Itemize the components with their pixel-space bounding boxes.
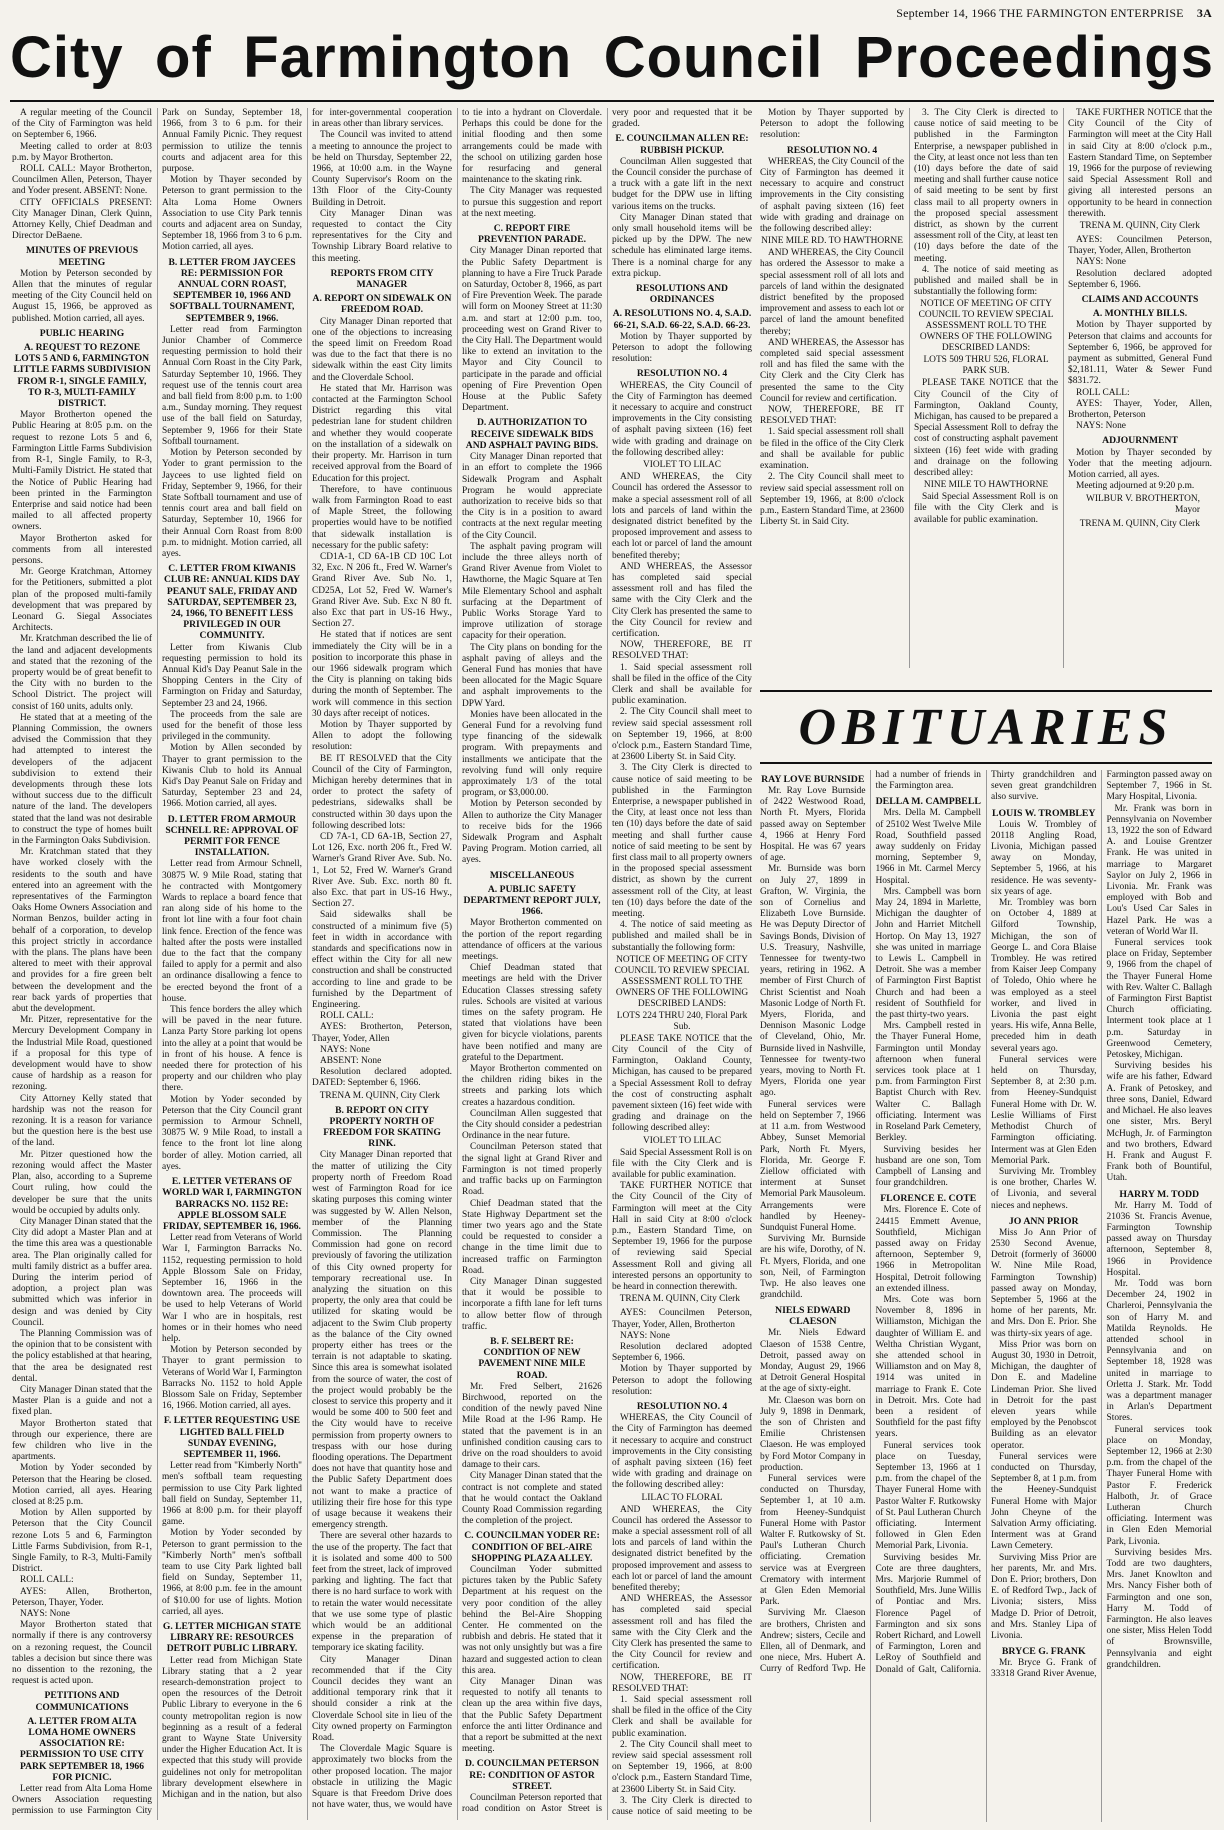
paragraph: Mayor Brotherton stated that through our experience, there are few children who live in the apartments. — [12, 1418, 152, 1463]
paragraph: Surviving besides her husband are one son, Tom Campbell of Lansing and four grandchildren. — [875, 1144, 981, 1189]
section-heading: F. LETTER REQUESTING USE LIGHTED BALL FIELD SUNDAY EVENING, SEPTEMBER 11, 1966. — [163, 1415, 301, 1460]
headline-word: Council — [603, 25, 824, 90]
paragraph: AND WHEREAS, the Assessor has completed said special assessment roll and has filed the same with the City Clerk and the City Clerk has presented the same to the City Council for review and certification. — [612, 561, 752, 639]
paragraph: Mr. Kratchman stated that they have worked closely with the residents to the south and have entered into an agreement with the representatives of the Farmington Oaks Home Owners Association and Norman Benzos, builder acting in behalf of a corporation, to develop this project strictly in accordance with the plans. The plans have been altered to meet with their approval and provides for a fire green belt between the development and the rear back yards of properties that abut the development. — [12, 847, 152, 1015]
paragraph: AYES: Allen, Brotherton, Peterson, Thayer, Yoder. — [12, 1586, 152, 1608]
paragraph: Mr. George Kratchman, Attorney for the Petitioners, submitted a plot plan of the proposed multi-family development that was prepared by Leonard G. Siegal Associates Architects. — [12, 567, 152, 634]
paragraph: Surviving besides Mr. Cote are three daughters, Mrs. Marjorie Rummel of Southfield, Mrs. June Willis of Pontiac and Mrs. Florence Pagel of Farmington and six sons Robert Richard, and Lowell of Farmington, Loren and LeRoy of Southfield and Donald of Galt, California. Thirty grandchildren and seven great grandchildren also survive. — [875, 770, 1097, 1675]
section-heading: CLAIMS AND ACCOUNTS — [1081, 294, 1199, 306]
paragraph: Motion by Peterson seconded by Allen to authorize the City Manager to receive bids for the 1966 Sidewalk Program and Asphalt Paving Program. Motion carried, all ayes. — [462, 799, 602, 866]
paragraph: Said Special Assessment Roll is on file with the City Clerk and is available for public examination. — [914, 492, 1058, 525]
section-heading: D. AUTHORIZATION TO RECEIVE SIDEWALK BIDS AND ASPHALT PAVING BIDS. — [465, 417, 599, 451]
paragraph: Motion by Yoder seconded by Peterson to grant permission to the "Kimberly North" men's softball team to use City Park lighted ball field on Sunday, September 11, 1966, at 8:00 p.m. fee in the amount of $10.00 for use of lights. Motion carried, all ayes. — [162, 1528, 302, 1617]
paragraph: Mayor Brotherton asked for comments from all interested persons. — [12, 533, 152, 566]
obituary-name: DELLA M. CAMPBELL — [875, 796, 981, 808]
paragraph: AYES: Brotherton, Peterson, Thayer, Yoder, Allen — [312, 1022, 452, 1044]
paragraph: Motion by Thayer supported by Allen to adopt the following resolution: — [312, 719, 452, 753]
paragraph: Surviving besides his wife are his father, Edward A. Frank of Petoskey, and three sons, Daniel, Edward and Michael. He also leaves one sister, Mrs. Beryl McHugh, Jr. of Farmington and two brothers, Edward H. Frank and August F. Frank both of Bountiful, Utah. — [1106, 1061, 1212, 1184]
paragraph: City Manager Dinan reported that one of the objections to increasing the speed limit on Freedom Road was due to the fact that there is no sidewalk within the east City limits and the Cloverdale School. — [312, 316, 452, 383]
paragraph: City Manager Dinan stated that the City did adopt a Master Plan and at the time this area was a questionable area. The Plan originally called for multi family district as a buffer area. During the interim period of adoption, a project plan was submitted which was inferior in design and was denied by City Council. — [12, 1216, 152, 1328]
paragraph: 4. The notice of said meeting as published and mailed shall be in substantially the following form: — [914, 264, 1058, 298]
headline-word: Proceedings — [854, 25, 1214, 90]
paragraph: Mr. Pitzer questioned how the rezoning would affect the Master Plan, also, according to a Supreme Court ruling, how could the developer be sure that the units would be occupied by adults only. — [12, 1149, 152, 1216]
notice-block: NINE MILE RD. TO HAWTHORNE — [761, 236, 903, 247]
paragraph: Mr. Fred Selbert, 21626 Birchwood, reported on the condition of the newly paved Nine Mile Road at the I-96 Ramp. He stated that the pavement is in an unfinished condition causing cars to drive on the road shoulders to avoid damage to their cars. — [462, 1381, 602, 1471]
paragraph: Meeting called to order at 8:03 p.m. by Mayor Brotherton. — [12, 141, 152, 163]
paragraph: Mr. Claeson was born on July 9, 1898 in Denmark, the son of Christen and Emilie Christensen Claeson. He was employed by Ford Motor Company in production. — [760, 1395, 866, 1473]
paragraph: Funeral services took place on Tuesday, September 13, 1966 at 1 p.m. from the chapel of the Thayer Funeral Home with Pastor Walter F. Rutkowsky of St. Paul Lutheran Church officiating. Interment followed in Glen Eden Memorial Park, Livonia. — [875, 1440, 981, 1552]
paragraph: City Manager Dinan reported that the Public Safety Department is planning to have a Fire Truck Parade on Saturday, October 8, 1966, as part of Fire Prevention Week. The parade will form on Mooney Street at 11:30 a.m. and start at 12:00 p.m. too, proceeding west on Grand River to the City Hall. The Department would like to extend an invitation to the Mayor and City Council to participate in the parade and official opening of Fire Prevention Open House at the Public Safety Department. — [462, 246, 602, 414]
paragraph: Councilman Peterson reported that road condition on Astor Street is very poor and requested that it be graded. — [462, 108, 752, 1815]
paragraph: This fence borders the alley which will be paved in the near future. Lanza Party Store parking lot opens into the alley at a point that would be in front of his house. A fence is needed there for protection of his property and our children who play there. — [162, 1005, 302, 1094]
paragraph: NAYS: None — [1076, 257, 1126, 268]
paragraph: City Manager Dinan was requested to notify all tenants to clean up the area within five days, that the Public Safety Department enforce the anti litter Ordinance and that a report be submitted at the next meeting. — [462, 1677, 602, 1755]
paragraph: 1. Said special assessment roll shall be filed in the office of the City Clerk and shall be available for public examination. — [760, 427, 904, 472]
paragraph: WHEREAS, the City Council of the City of Farmington has deemed it necessary to acquire and construct improvements in the City consisting of asphalt paving sixteen (16) feet wide with grading and drainage on the following described alley: — [760, 156, 904, 235]
paragraph: Louis W. Trombley of 20118 Angling Road, Livonia, Michigan passed away on Monday, September 5, 1966, at his residence. He was seventy-six years of age. — [991, 819, 1097, 897]
obituaries-columns — [760, 770, 1212, 1822]
paragraph: Letter read from Michigan State Library stating that a 2 year research-demonstration project to open the resources of the Detroit Public Library to everyone in the 6 county metropolitan region is now beginning as a result of a federal grant to Wayne State University under the Higher Education Act. It is expected that this study will provide guidelines not only for metropolitan library development elsewhere in Michigan and in the nation, but also for inter-governmental cooperation in areas other than library services. — [162, 108, 452, 1801]
notice-block: VIOLET TO LILAC — [642, 1135, 722, 1146]
paragraph: AND WHEREAS, the City Council has ordered the Assessor to make a special assessment roll of all lots and parcels of land within the designated district benefited by the proposed improvement and assess to each lot or parcel of land the amount benefited thereby; — [612, 1504, 752, 1593]
paragraph: CD1A-1, CD 6A-1B CD 10C Lot 32, Exc. N 206 ft., Fred W. Warner's Grand River Ave. Sub No. 1, CD25A, Lot 52, Fred W. Warner's Grand River Ave. Sub. Exc N 80 ft. also Exc that part in US-16 Hwy., Section 27. — [312, 551, 452, 630]
paragraph: Chief Deadman stated that meetings are held with the Driver Education Classes stressing safety rules. Schools are visited at various times on the safety program. He stated that violations have been given for bicycle violations, parents have been notified and many are grateful to the Department. — [462, 963, 602, 1063]
paragraph: Funeral services were conducted on Thursday, September 1, at 10 a.m. from Heeney-Sundquist Funeral Home with Pastor Walter F. Rutkowsky of St. Paul's Lutheran Church officiating. Cremation service was at Evergreen Crematory with interment at Glen Eden Memorial Park. — [760, 1473, 866, 1608]
section-heading: C. COUNCILMAN YODER RE: CONDITION OF BEL-AIRE SHOPPING PLAZA ALLEY. — [464, 1530, 600, 1564]
paragraph: AYES: Thayer, Yoder, Allen, Brotherton, Peterson — [1068, 398, 1212, 421]
paragraph: Councilman Yoder submitted pictures taken by the Public Safety Department at his request on the very poor condition of the alley behind the Bel-Aire Shopping Center. He commented on the rubbish and debris. He stated that it was not only unsightly but was a fire hazard and suggested action to clean this area. — [462, 1565, 602, 1676]
paragraph: Miss Jo Ann Prior of 2530 Second Avenue, Detroit (formerly of 36000 W. Nine Mile Road, Farmington Township) passed away on Monday, September 5, 1966 at the home of her parents, Mr. and Mrs. Don E. Prior. She was thirty-six years of age. — [991, 1227, 1097, 1339]
notice-block: NOTICE OF MEETING OF CITY COUNCIL TO REVIEW SPECIAL ASSESSMENT ROLL TO THE OWNERS OF THE FOLLOWING DESCRIBED LANDS: — [614, 954, 750, 1009]
paragraph: Mr. Harry M. Todd of 21036 St. Francis Avenue, Farmington Township passed away on Thursday afternoon, September 8, 1966 in Providence Hospital. — [1106, 1200, 1212, 1278]
paragraph: Motion by Allen seconded by Thayer to grant permission to the Kiwanis Club to hold its Annual Kid's Day Peanut Sale on Friday and Saturday, September 23 and 24, 1966. Motion carried, all ayes. — [162, 743, 302, 810]
paragraph: NAYS: None — [320, 1044, 370, 1055]
paragraph: AND WHEREAS, the City Council has ordered the Assessor to make a special assessment roll of all lots and parcels of land within the designated district benefited by the proposed improvement and assess to each lot or parcel of land the amount benefited thereby; — [760, 248, 904, 337]
paragraph: Resolution declared adopted. DATED: September 6, 1966. — [312, 1067, 452, 1089]
paragraph: The City Manager was requested to pursue this suggestion and report at the next meeting. — [462, 186, 602, 219]
paragraph: Motion by Allen supported by Peterson that the City Council rezone Lots 5 and 6, Farmington Little Farms Subdivision, from R-1, Single Family, to R-3, Multi-Family District. — [12, 1508, 152, 1575]
dateline — [896, 6, 1212, 21]
paragraph: Meeting adjourned at 9:20 p.m. — [1076, 481, 1195, 492]
paragraph: ROLL CALL: — [1076, 387, 1130, 398]
paragraph: City Manager Dinan reported that in an effort to complete the 1966 Sidewalk Program and Asphalt Program he would appreciate authorization to receive bids so that the City is in a position to award contracts at the next regular meeting of the City Council. — [462, 452, 602, 541]
paragraph: City Manager Dinan reported that the matter of utilizing the City property north of Freedom Road west of Farmington Road for ice skating purposes this coming winter was suggested by W. Allen Nelson, member of the Planning Commission. The Planning Commission had gone on record previously of favoring the utilization of this City owned property for temporary recreational use. In analyzing the situation on this property, the only area that could be utilized for skating would be adjacent to the Swim Club property as the balance of the City owned property either has trees or the terrain is not adaptable to skating. Since this area is somewhat isolated from the source of water, the cost of the project would probably be the closest to service this property and it would be some 400 to 500 feet and the City would have to receive permission from property owners to trespass with our hose during flooding operations. The Department does not have that quantity hose and the Public Safety Department does not want to make a practice of utilizing their fire hose for this type of usage because it weakens their emergency strength. — [312, 1150, 452, 1531]
paragraph: Funeral services took place on Monday, September 12, 1966 at 2:30 p.m. from the chapel of the Thayer Funeral Home with Pastor F. Frederick Halboth, Jr. of Grace Lutheran Church officiating. Interment was in Glen Eden Memorial Park, Livonia. — [1106, 1424, 1212, 1547]
headline-word: City — [10, 25, 124, 90]
paragraph: Letter read from Armour Schnell, 30875 W. 9 Mile Road, stating that he contracted with Montgomery Wards to replace a board fence that ran along side of his home to the front lot line with a four foot chain link fence. Erection of the fence was halted after the posts were installed due to the fact that the company failed to apply for a permit and also an ordinance disallowing a fence to be erected beyond the front of a house. — [162, 859, 302, 1004]
paragraph: 4. The notice of said meeting as published and mailed shall be in substantially the following form: — [612, 920, 752, 953]
paragraph: Letter read from Farmington Junior Chamber of Commerce requesting permission to hold their Annual Corn Roast in the City Park, Saturday September 10, 1966. They request use of the tennis court area and ball field from 8:00 p.m. to 1:00 a.m., Sunday morning. They request use of the ball field on Saturday, September 9, 1966 for their State Softball tournament. — [162, 324, 302, 447]
section-heading: ADJOURNMENT — [1102, 435, 1178, 447]
obituary-name: RAY LOVE BURNSIDE — [761, 774, 865, 785]
section-heading: C. REPORT FIRE PREVENTION PARADE. — [477, 223, 587, 246]
paragraph: Mayor Brotherton stated that normally if there is any controversy on a rezoning request, the Council tables a decision but since there was no dissention to the rezoning, the request is acted upon. — [12, 1620, 152, 1687]
paragraph: 2. The City Council shall meet to review said special assessment roll on September 19, 1966, at 8:00 o'clock p.m., Eastern Standard Time, at 23600 Liberty St. in Said City. — [760, 472, 904, 528]
section-heading: RESOLUTIONS AND ORDINANCES — [636, 283, 728, 306]
paragraph: AND WHEREAS, the Assessor has completed said special assessment roll and has filed the same with the City Clerk and the City Clerk has presented the same to the City Council for review and certification. — [612, 1594, 752, 1672]
section-heading: RESOLUTION NO. 4 — [636, 1400, 728, 1412]
paragraph: Councilman Allen suggested that the City should consider a pedestrian Ordinance in the near future. — [462, 1108, 602, 1142]
section-heading: B. REPORT ON CITY PROPERTY NORTH OF FREEDOM FOR SKATING RINK. — [323, 1104, 441, 1150]
section-heading: C. LETTER FROM KIWANIS CLUB RE: ANNUAL KIDS DAY PEANUT SALE, FRIDAY AND SATURDAY, SEPTEMBER 23, 24, 1966, TO BENEFIT LESS PRIVILEGED IN OUR COMMUNITY. — [163, 563, 301, 642]
paragraph: There are several other hazards to the use of the property. The fact that it is isolated and some 400 to 500 feet from the street, lack of improved parking and lighting. The fact that there is no hard surface to work with to retain the water would necessitate that we use some type of plastic which would be an additional expense in the preparation of temporary ice skating facility. — [312, 1531, 452, 1654]
section-heading: A. PUBLIC SAFETY DEPARTMENT REPORT JULY, 1966. — [463, 883, 601, 918]
paragraph: He stated that at a meeting of the Planning Commission, the owners advised the Commission that they had attempted to interest the developers of the adjacent subdivision to extend their developments through these lots without success due to the difficult nature of the land. The developers stated that the land was not desirable to construct the type of homes built in the Farmington Oaks Subdivision. — [12, 712, 152, 846]
paragraph: 2. The City Council shall meet to review said special assessment roll on September 19, 1966, at 8:00 o'clock p.m., Eastern Standard Time, at 23600 Liberty St. in Said City. — [612, 1739, 752, 1795]
paragraph: WHEREAS, the City Council of the City of Farmington has deemed it necessary to acquire and construct improvements in the City consisting of asphalt paving sixteen (16) feet wide with grading and drainage on the following described alley: — [612, 380, 752, 458]
paragraph: Mr. Bryce G. Frank of 33318 Grand River Avenue, Farmington passed away on September 7, 1966 in St. Mary Hospital, Livonia. — [991, 770, 1212, 1680]
obituaries-banner — [760, 690, 1212, 764]
paragraph: City Manager Dinan stated that the contract is not complete and stated that he would contact the Oakland County Road Commission regarding the completion of the project. — [462, 1471, 602, 1527]
notice-block: VIOLET TO LILAC — [642, 460, 722, 471]
paragraph: AYES: Councilmen Peterson, Thayer, Yoder, Allen, Brotherton — [1068, 235, 1212, 257]
paragraph: Motion by Peterson seconded by Thayer to grant permission to Veterans of World War I, Farmington Barracks No. 1152 to hold Apple Blossom Sale on Friday, September 16, 1966. Motion carried, all ayes. — [162, 1345, 302, 1412]
paragraph: Funeral services took place on Friday, September 9, 1966 from the chapel of the Thayer Funeral Home with Rev. Walter C. Ballagh of Farmington First Baptist Church officiating. Interment took place at 1 p.m. Saturday in Greenwood Cemetery, Petoskey, Michigan. — [1106, 938, 1212, 1061]
paragraph: He stated that if notices are sent immediately the City will be in a position to incorporate this phase in our 1966 sidewalk program which the City is planning on taking bids during the month of September. The work will commence in this section 30 days after receipt of notices. — [312, 630, 452, 719]
paragraph: NOW, THEREFORE, BE IT RESOLVED THAT: — [760, 405, 904, 427]
headline-word: of — [155, 25, 212, 90]
section-heading: A. REQUEST TO REZONE LOTS 5 AND 6, FARMINGTON LITTLE FARMS SUBDIVISION FROM R-1, SINGLE FAMILY, TO R-3, MULTI-FAMILY DISTRICT. — [13, 342, 151, 410]
paragraph: NAYS: None — [1076, 421, 1126, 432]
paragraph: The proceeds from the sale are used for the benefit of those less privileged in the community. — [162, 709, 302, 743]
section-heading: MINUTES OF PREVIOUS MEETING — [25, 245, 139, 268]
section-heading: A. MONTHLY BILLS. — [1092, 308, 1188, 320]
paragraph: City Attorney Kelly stated that hardship was not the reason for rezoning. It is a reason for variance but the question here is the best use of the land. — [12, 1093, 152, 1149]
paragraph: Mr. Trombley was born on October 4, 1889 at Gilford Township, Michigan, the son of George L. and Cora Blaise Trombley. He was retired from Kaiser Jeep Company of Toledo, Ohio where he was employed as a steel worker, and lived in Livonia the past eight years. His wife, Anna Belle, preceded him in death several years ago. — [991, 898, 1097, 1054]
headline-rule — [10, 100, 1214, 102]
obituary-name: BRYCE G. FRANK — [1001, 1646, 1086, 1658]
section-heading: REPORTS FROM CITY MANAGER — [330, 267, 434, 291]
paragraph: NAYS: None — [20, 1609, 70, 1620]
paragraph: Said Special Assessment Roll is on file with the City Clerk and is available for public examination. — [612, 1147, 752, 1181]
paragraph: NAYS: None — [620, 1330, 670, 1341]
paragraph: 2. The City Council shall meet to review said special assessment roll on September 19, 1966, at 8:00 o'clock p.m., Eastern Standard Time, at 23600 Liberty St. in Said City. — [612, 707, 752, 763]
paragraph: Surviving besides Mrs. Todd are two daughters, Mrs. Janet Knowlton and Mrs. Nancy Fisher both of Farmington and one son, Harry M. Todd of Farmington. He also leaves one sister, Miss Helen Todd of Brownsville, Pennsylvania and eight grandchildren. — [1106, 1547, 1212, 1670]
paragraph: Councilman Allen suggested that the Council consider the purchase of a truck with a gate lift in the next budget for the DPW use in lifting various items on the trucks. — [612, 156, 752, 212]
obituary-name: LOUIS W. TROMBLEY — [991, 807, 1096, 819]
section-heading: E. COUNCILMAN ALLEN RE: RUBBISH PICKUP. — [615, 133, 749, 156]
paragraph: Surviving Miss Prior are her parents, Mr. and Mrs. Don E. Prior; brothers, Don E. of Redford Twp., Jack of Livonia; sisters, Miss Madge D. Prior of Detroit, and Mrs. Stanley Lipa of Livonia. — [991, 1552, 1097, 1642]
section-heading: G. LETTER MICHIGAN STATE LIBRARY RE: RESOURCES DETROIT PUBLIC LIBRARY. — [162, 1621, 302, 1655]
issue-date: September 14, 1966 — [896, 6, 997, 20]
section-heading: MISCELLANEOUS — [489, 869, 575, 881]
paragraph: Monies have been allocated in the General Fund for a revolving fund type financing of the sidewalk program. With prepayments and installments we anticipate that the revolving fund will only require approximately 1/3 of the total program, or $3,000.00. — [462, 709, 602, 799]
paragraph: NOW, THEREFORE, BE IT RESOLVED THAT: — [612, 1672, 752, 1694]
section-heading: A. REPORT ON SIDEWALK ON FREEDOM ROAD. — [312, 293, 452, 316]
paragraph: 1. Said special assessment roll shall be filed in the office of the City Clerk and shall be available for public examination. — [612, 662, 752, 707]
paragraph: NOW, THEREFORE, BE IT RESOLVED THAT: — [612, 640, 752, 662]
council-proceedings-continued — [760, 108, 1212, 668]
paragraph: Surviving Mr. Trombley is one brother, Charles W. of Livonia, and several nieces and nephews. — [991, 1166, 1097, 1211]
paragraph: City Manager Dinan suggested that it would be possible to incorporate a fifth lane for left turns to allow better flow of through traffic. — [462, 1276, 602, 1332]
paragraph: Resolution declared adopted September 6, 1966. — [1068, 268, 1212, 290]
paragraph: AND WHEREAS, the City Council has ordered the Assessor to make a special assessment roll of all lots and parcels of land within the designated district benefited by the proposed improvement and assess to each lot or parcel of land the amount benefited thereby; — [612, 472, 752, 561]
notice-block: LOTS 224 THRU 240, Floral Park Sub. — [616, 1010, 748, 1032]
notice-block: LOTS 509 THRU 526, FLORAL PARK SUB. — [923, 355, 1049, 377]
paragraph: Letter read from Veterans of World War I, Farmington Barracks No. 1152, requesting permission to hold Apple Blossom Sale on Friday, September 16, 1966 in the downtown area. The proceeds will be used to help Veterans of World War I who are in hospitals, rest homes or in their homes who need help. — [162, 1233, 302, 1344]
paragraph: The Cloverdale Magic Square is approximately two blocks from the other proposed location. The major obstacle in utilizing the Magic Square is that Freedom Drive does not have water, thus, we would have to tie into a hydrant on Cloverdale. Perhaps this could be done for the initial flooding and then some arrangements could be made with the school on utilizing garden hose for resurfacing and general maintenance to the skating rink. — [312, 108, 602, 1811]
paragraph: Miss Prior was born on August 30, 1930 in Detroit, Michigan, the daughter of Don E. and Madeline Lindeman Prior. She lived in Detroit for the past eleven years while employed by the Penobscot Building as an elevator operator. — [991, 1339, 1097, 1451]
paragraph: A regular meeting of the Council of the City of Farmington was held on September 6, 1966. — [12, 108, 152, 141]
paragraph: The Planning Commission was of the opinion that to be consistent with the policy established at that hearing, that the area be designated rest dental. — [12, 1328, 152, 1384]
obituary-name: FLORENCE E. COTE — [880, 1193, 977, 1205]
paragraph: Motion by Thayer seconded by Peterson to grant permission to the Alta Loma Home Owners Association to use City Park tennis courts and adjacent area on Sunday, September 18, 1966 from 3 to 6 p.m. Motion carried, all ayes. — [162, 175, 302, 253]
paragraph: CD 7A-1, CD 6A-1B, Section 27, Lot 126, Exc. north 206 ft., Fred W. Warner's Grand River Ave. Sub. No. 1, Lot 52, Fred W. Warner's Grand River Ave. Sub. Exc. north 80 ft. also Exc. that part in US-16 Hwy., Section 27. — [312, 832, 452, 910]
paragraph: Mr. Frank was born in Pennsylvania on November 13, 1922 the son of Edward A. and Louise Grentzer Frank. He was united in marriage to Margaret Saylor on July 2, 1966 in Livonia. Mr. Frank was employed with Bob and Lou's Used Car Sales in Hazel Park. He was a veteran of World War II. — [1106, 803, 1212, 937]
paragraph: BE IT RESOLVED that the City Council of the City of Farmington, Michigan hereby determines that in order to protect the safety of pedestrians, sidewalks shall be constructed within 30 days upon the following described lots: — [312, 753, 452, 831]
paragraph: City Manager Dinan was requested to contact the City representatives for the City and Township Library Board relative to this meeting. — [312, 208, 452, 264]
paragraph: Funeral services were conducted on Thursday, September 8, at 1 p.m. from the Heeney-Sundquist Funeral Home with Major John Cheyne of the Salvation Army officiating. Interment was at Grand Lawn Cemetery. — [991, 1451, 1097, 1552]
paragraph: The asphalt paving program will include the three alleys north of Grand River Avenue from Violet to Hawthorne, the Magic Square at Ten Mile Elementary School and asphalt surfacing at the Department of Public Works Storage Yard to improve utilization of storage capacity for their operation. — [462, 541, 602, 642]
section-heading: A. RESOLUTIONS NO. 4, S.A.D. 66-21, S.A.D. 66-22, S.A.D. 66-23. — [612, 308, 752, 331]
signature-line: WILBUR V. BROTHERTON, Mayor — [1085, 493, 1200, 515]
signature-line: TRENA M. QUINN, City Clerk — [619, 1294, 740, 1305]
paragraph: Motion by Peterson seconded by Yoder to grant permission to the Jaycees to use lighted field on Friday, September 9, 1966, for their State Softball tournament and use of tennis court area and ball field on Saturday, September 10, 1966 for their Annual Corn Roast from 8:00 p.m. to midnight. Motion carried, all ayes. — [162, 448, 302, 559]
paragraph: Letter read from "Kimberly North" men's softball team requesting permission to use City Park lighted ball field on Sunday, September 11, 1966 at 8:00 p.m. for their playoff game. — [162, 1461, 302, 1528]
signature-line: TRENA M. QUINN, City Clerk — [1079, 221, 1200, 232]
paragraph: Surviving Mr. Burnside are his wife, Dorothy, of N. Ft. Myers, Florida, and one son, Neil, of Farmington Twp. He also leaves one grandchild. — [760, 1234, 866, 1301]
paragraph: The City plans on bonding for the asphalt paving of alleys and the General Fund has monies that have been allocated for the Magic Square and asphalt improvements to the DPW Yard. — [462, 642, 602, 709]
paragraph: Funeral services were held on Thursday, September 8, at 2:30 p.m. from Heeney-Sundquist Funeral Home with Dr. W. Leslie Williams of First Methodist Church of Farmington officiating. Interment was at Glen Eden Memorial Park. — [991, 1054, 1097, 1166]
paragraph: Motion by Thayer supported by Peterson that claims and accounts for September 6, 1966, be approved for payment as submitted, General Fund $2,181.11, Water & Sewer Fund $831.72. — [1068, 320, 1212, 387]
signature-line: TRENA M. QUINN, City Clerk — [1079, 518, 1200, 529]
paragraph: Mrs. Campbell rested in the Thayer Funeral Home, Farmington until Monday afternoon when funeral services took place at 1 p.m. from Farmington First Baptist Church with Rev. Walter C. Ballagh officiating. Interment was in Roseland Park Cemetery, Berkley. — [875, 1021, 981, 1144]
obituary-name: NIELS EDWARD CLAESON — [775, 1305, 851, 1328]
paragraph: City Manager Dinan stated that only small household items will be picked up by the DPW. The new schedule has eliminated large items. There is a nominal charge for any extra pickup. — [612, 212, 752, 279]
paragraph: 3. The City Clerk is directed to cause notice of said meeting to be published in the Farmington Enterprise, a newspaper published in the City, at least once not less than ten (10) days before the date of said meeting and shall further cause notice of said meeting to be sent by first class mail to all property owners in the proposed special assessment district, as shown by the current assessment roll of the City, at least ten (10) days before the date of the meeting. — [914, 108, 1058, 264]
paragraph: 3. The City Clerk is directed to cause notice of said meeting to be published in the Farmington Enterprise, a newspaper published in the City, at least once not less than ten (10) days before the date of said meeting and shall further cause notice of said meeting to be sent by first class mail to all property owners in the proposed special assessment district, as shown by the current assessment roll of the City, at least ten (10) days before the date of the meeting. — [612, 763, 752, 920]
notice-block: NOTICE OF MEETING OF CITY COUNCIL TO REVIEW SPECIAL ASSESSMENT ROLL TO THE OWNERS OF THE FOLLOWING DESCRIBED LANDS: — [918, 299, 1054, 354]
paragraph: Letter from Kiwanis Club requesting permission to hold its Annual Kid's Day Peanut Sale in the Shopping Centers in the City of Farmington on Friday and Saturday, September 23 and 24, 1966. — [162, 642, 302, 709]
paragraph: Mr. Pitzer, representative for the Mercury Development Company in the Industrial Mile Road, questioned if a proposal for this type of development would have to show cause of hardship as a reason for rezoning. — [12, 1015, 152, 1093]
section-heading: E. LETTER VETERANS OF WORLD WAR I, FARMINGTON BARRACKS NO. 1152 RE: APPLE BLOSSOM SALE FRIDAY, SEPTEMBER 16, 1966. — [162, 1176, 302, 1232]
page-headline — [10, 25, 1214, 90]
paragraph: AND WHEREAS, the Assessor has completed said special assessment roll and has filed the same with the City Clerk and the City Clerk has presented the same to the City Council for review and certification. — [760, 337, 904, 404]
paragraph: 1. Said special assessment roll shall be filed in the office of the City Clerk and shall be available for public examination. — [612, 1695, 752, 1739]
paragraph: CITY OFFICIALS PRESENT: City Manager Dinan, Clerk Quinn, Attorney Kelly, Chief Deadman and Director DeBaene. — [12, 197, 152, 242]
paragraph: Mayor Brotherton commented on the portion of the report regarding attendance of officers at the various meetings. — [462, 918, 602, 963]
paragraph: Surviving Mr. Claeson are brothers, Christen and Andrew; sisters, Cecile and Ellen, all of Denmark, and one niece, Mrs. Hubert A. Curry of Redford Twp. He had a number of friends in the Farmington area. — [760, 770, 981, 1675]
section-heading: RESOLUTION NO. 4 — [636, 368, 728, 380]
paragraph: Said sidewalks shall be constructed of a minimum five (5) feet in width in accordance with standards and specifications now in effect within the City for all new construction and shall be constructed according to line and grade to be furnished by the Department of Engineering. — [312, 910, 452, 1011]
paragraph: Mrs. Cote was born November 8, 1896 in Williamston, Michigan the daughter of William E. and Weltha Christian Wygant, she attended school in Williamston and on May 8, 1914 was united in marriage to Frank E. Cote in Detroit. Mrs. Cote had been a resident of Southfield for the past fifty years. — [875, 1294, 981, 1440]
paragraph: Motion by Thayer seconded by Yoder that the meeting adjourn. Motion carried, all ayes. — [1068, 447, 1212, 481]
paragraph: Mayor Brotherton opened the Public Hearing at 8:05 p.m. on the request to rezone Lots 5 and 6, Farmington Little Farms Subdivision from R-1, Single Family, to R-3, Multi-Family District. He stated that the Notice of Public Hearing had been printed in the Farmington Enterprise and said notice had been mailed to all affected property owners. — [12, 410, 152, 533]
paragraph: Mr. Todd was born December 24, 1902 in Charleroi, Pennsylvania the son of Harry M. and Matilda Reynolds. He attended school in Pennsylvania and on September 18, 1928 was united in marriage to Orletta J. Stark. Mr. Todd was a department manager in Arlan's Department Stores. — [1106, 1278, 1212, 1424]
signature-line: TRENA M. QUINN, City Clerk — [319, 1090, 440, 1101]
paragraph: ABSENT: None — [320, 1056, 382, 1067]
paragraph: Motion by Yoder seconded by Peterson that the Hearing be closed. Motion carried, all ayes. Hearing closed at 8:25 p.m. — [12, 1463, 152, 1507]
paragraph: ROLL CALL: Mayor Brotherton, Councilmen Allen, Peterson, Thayer and Yoder present. ABSENT: None. — [12, 164, 152, 197]
paragraph: Mayor Brotherton commented on the children riding bikes in the streets and parking lots which creates a hazardous condition. — [462, 1064, 602, 1108]
paragraph: Resolution declared adopted September 6, 1966. — [612, 1341, 752, 1364]
paragraph: 3. The City Clerk is directed to cause notice of said meeting to be — [612, 1795, 752, 1818]
obituary-name: JO ANN PRIOR — [1008, 1215, 1079, 1227]
page-number: 3A — [1196, 6, 1212, 20]
paragraph: AYES: Councilmen Peterson, Thayer, Yoder, Allen, Brotherton — [612, 1308, 752, 1330]
paragraph: Funeral services were held on September 7, 1966 at 11 a.m. from Westwood Abbey, Sunset Memorial Park, North Ft. Myers, Florida, Mr. George F. Ziellow officiated with interment at Sunset Memorial Park Mausoleum. Arrangements were handled by Heeney-Sundquist Funeral Home. — [760, 1099, 866, 1233]
paragraph: Mr. Burnside was born on July 27, 1899 in Grafton, W. Virginia, the son of Cornelius and Elizabeth Love Burnside. He was Deputy Director of Savings Bonds, Division of U.S. Treasury, Nashville, Tennessee for twenty-two years, retiring in 1962. A member of First Church of Christ Scientist and Noah Masonic Lodge of North Ft. Myers, Florida, and Dennison Masonic Lodge of Cleveland, Ohio, Mr. Burnside lived in Nashville, Tennessee for twenty-two years, moving to North Ft. Myers, Florida one year ago. — [760, 864, 866, 1099]
paragraph: Chief Deadman stated that the State Highway Department set the timer two years ago and the State could be requested to consider a change in the time limit due to increased traffic on Farmington Road. — [462, 1198, 602, 1276]
paragraph: He stated that Mr. Harrison was contacted at the Farmington School District regarding this vital pedestrian lane for student children and whether they would cooperate on the installation of a sidewalk on their property. Mr. Harrison in turn received approval from the Board of Education for this project. — [312, 383, 452, 484]
section-heading: B. LETTER FROM JAYCEES RE: PERMISSION FOR ANNUAL CORN ROAST, SEPTEMBER 10, 1966 AND SOFTBALL TOURNAMENT, SEPTEMBER 9, 1966. — [168, 256, 296, 324]
paragraph: Letter read from Alta Loma Home Owners Association requesting permission to use Farmington City Park on Sunday, September 18, 1966, from 3 to 6 p.m. for their Annual Family Picnic. They request permission to utilize the tennis courts and adjacent area for this purpose. — [12, 108, 302, 1817]
paragraph: City Manager Dinan stated that the Master Plan is a guide and not a fixed plan. — [12, 1384, 152, 1418]
notice-block: LILAC TO FLORAL — [641, 1492, 723, 1503]
section-heading: A. LETTER FROM ALTA LOMA HOME OWNERS ASSOCIATION RE: PERMISSION TO USE CITY PARK SEPTEMBER 18, 1966 FOR PICNIC. — [19, 1715, 145, 1783]
section-heading: B. F. SELBERT RE: CONDITION OF NEW PAVEMENT NINE MILE ROAD. — [478, 1335, 586, 1381]
obituary-name: HARRY M. TODD — [1119, 1188, 1200, 1200]
council-proceedings-columns — [12, 108, 752, 1820]
section-heading: D. COUNCILMAN PETERSON RE: CONDITION OF ASTOR STREET. — [464, 1758, 600, 1792]
paragraph: The Council was invited to attend a meeting to announce the project to be held on Thursday, September 22, 1966, at 10:00 a.m. in the Wayne County Supervisor's Room on the 13th Floor of the City-County Building in Detroit. — [312, 130, 452, 208]
paragraph: Mr. Kratchman described the lie of the land and adjacent developments and stated that the rezoning of the property would be of great benefit to the City with no burden to the School District. The project will consist of 160 units, adults only. — [12, 634, 152, 712]
paragraph: TAKE FURTHER NOTICE that the City Council of the City of Farmington will meet at the City Hall in said City at 8:00 o'clock p.m., Eastern Standard Time, on September 19, 1966 for the purpose of reviewing said Special Assessment Roll and giving all interested persons an opportunity to be heard in connection therewith. — [1068, 108, 1212, 219]
section-heading: D. LETTER FROM ARMOUR SCHNELL RE: APPROVAL OF PERMIT FOR FENCE INSTALLATION. — [165, 813, 299, 859]
paragraph: Mr. Ray Love Burnside of 2422 Westwood Road, North Ft. Myers, Florida passed away on September 4, 1966 at Henry Ford Hospital. He was 67 years of age. — [760, 786, 866, 864]
paragraph: Therefore, to have continuous walk from Farmington Road to east of Maple Street, the following properties would have to be notified that sidewalk installation is necessary for the public safety: — [312, 484, 452, 551]
paragraph: Motion by Peterson seconded by Allen that the minutes of regular meeting of the City Council held on August 15, 1966, be approved as published. Motion carried, all ayes. — [12, 268, 152, 324]
paragraph: Motion by Yoder seconded by Peterson that the City Council grant permission to Armour Schnell, 30875 W. 9 Mile Road, to install a fence to the front lot line along border of alley. Motion carried, all ayes. — [162, 1094, 302, 1172]
paragraph: WHEREAS, the City Council of the City of Farmington has deemed it necessary to acquire and construct improvements in the City consisting of asphalt paving sixteen (16) feet wide with grading and drainage on the following described alley: — [612, 1413, 752, 1491]
paragraph: Motion by Thayer supported by Peterson to adopt the following resolution: — [760, 108, 904, 141]
paragraph: Councilman Peterson stated that the signal light at Grand River and Farmington is not timed properly and traffic backs up on Farmington Road. — [462, 1142, 602, 1198]
section-heading: RESOLUTION NO. 4 — [786, 144, 878, 156]
paragraph: PLEASE TAKE NOTICE that the City Council of the City of Farmington, Oakland County, Michigan, has caused to be prepared a Special Assessment Roll to defray the cost of constructing asphalt pavement sixteen (16) feet wide with grading and drainage on the following described alley: — [612, 1033, 752, 1134]
paragraph: Motion by Thayer supported by Peterson to adopt the following resolution: — [612, 331, 752, 365]
paragraph: Mrs. Florence E. Cote of 24415 Emmett Avenue, Southfield, Michigan passed away on Friday afternoon, September 9, 1966 in Metropolitan Hospital, Detroit following an extended illness. — [875, 1205, 981, 1294]
headline-word: Farmington — [243, 25, 573, 90]
paragraph: PLEASE TAKE NOTICE that the City Council of the City of Farmington, Oakland County, Michigan, has caused to be prepared a Special Assessment Roll to defray the cost of constructing asphalt pavement sixteen (16) feet wide with grading and drainage on the following described alley: — [914, 378, 1058, 479]
paragraph: Mrs. Campbell was born May 24, 1894 in Marlette, Michigan the daughter of John and Harriet Mitchell Hortop. On May 13, 1927 she was united in marriage to Lewis L. Campbell in Detroit. She was a member of Farmington First Baptist Church and had been a resident of Southfield for the past thirty-two years. — [875, 886, 981, 1021]
paragraph: TAKE FURTHER NOTICE that the City Council of the City of Farmington will meet at the City Hall in said City at 8:00 o'clock p.m., Eastern Standard Time, on September 19, 1966 for the purpose of reviewing said Special Assessment Roll and giving all interested persons an opportunity to be heard in connection therewith. — [612, 1181, 752, 1293]
paragraph: Mrs. Della M. Campbell of 25102 West Twelve Mile Road, Southfield passed away suddenly on Friday morning, September 9, 1966 in Mt. Carmel Mercy Hospital. — [875, 808, 981, 886]
paper-name: THE FARMINGTON ENTERPRISE — [999, 6, 1184, 20]
paragraph: Mr. Niels Edward Claeson of 1538 Centre, Detroit, passed away on Monday, August 29, 1966 at Detroit General Hospital at the age of sixty-eight. — [760, 1328, 866, 1395]
section-heading: PETITIONS AND COMMUNICATIONS — [35, 1690, 129, 1713]
paragraph: ROLL CALL: — [320, 1011, 374, 1022]
paragraph: City Manager Dinan recommended that if the City Council decides they want an additional temporary rink that it should consider a rink at the Cloverdale School site in lieu of the City owned property on Farmington Road. — [312, 1654, 452, 1744]
paragraph: Motion by Thayer supported by Peterson to adopt the following resolution: — [612, 1364, 752, 1397]
notice-block: NINE MILE TO HAWTHORNE — [923, 480, 1049, 491]
paragraph: ROLL CALL: — [20, 1575, 74, 1586]
section-heading: PUBLIC HEARING — [39, 327, 125, 339]
obituaries-title: OBITUARIES — [798, 698, 1174, 756]
